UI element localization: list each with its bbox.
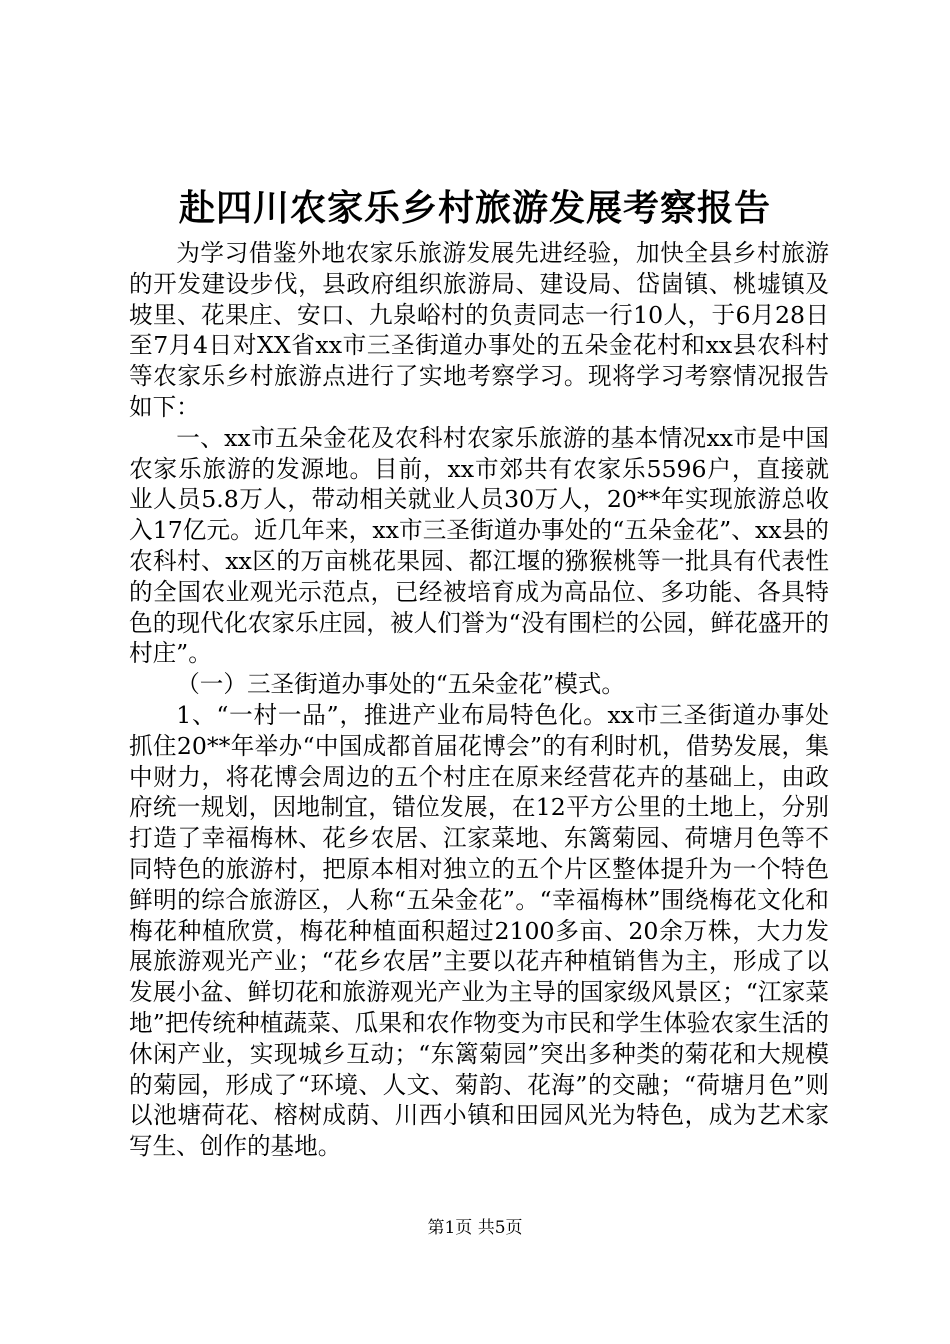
paragraph-point-one: 1、“一村一品”，推进产业布局特色化。xx市三圣街道办事处抓住20**年举办“中国成都首届花博会”的有利时机，借势发展，集中财力，将花博会周边的五个村庄在原来经营花卉的基础上，由政府统一规划，因地制宜，错位发展，在12平方公里的土地上，分别打造了幸福梅林、花乡农居、江家菜地、东篱菊园、荷塘月色等不同特色的旅游村，把原本相对独立的五个片区整体提升为一个特色鲜明的综合旅游区，人称“五朵金花”。“幸福梅林”围绕梅花文化和梅花种植欣赏，梅花种植面积超过2100多亩、20余万株，大力发展旅游观光产业；“花乡农居”主要以花卉种植销售为主，形成了以发展小盆、鲜切花和旅游观光产业为主导的国家级风景区；“江家菜地”把传统种植蔬菜、瓜果和农作物变为市民和学生体验农家生活的休闲产业，实现城乡互动；“东篱菊园”突出多种类的菊花和大规模的菊园，形成了“环境、人文、菊韵、花海”的交融；“荷塘月色”则以池塘荷花、榕树成荫、川西小镇和田园风光为特色，成为艺术家写生、创作的基地。 [129,700,829,1161]
paragraph-section-one: 一、xx市五朵金花及农科村农家乐旅游的基本情况xx市是中国农家乐旅游的发源地。目前，xx市郊共有农家乐5596户，直接就业人员5.8万人，带动相关就业人员30万人，20**年实现旅游总收入17亿元。近几年来，xx市三圣街道办事处的“五朵金花”、xx县的农科村、xx区的万亩桃花果园、都江堰的猕猴桃等一批具有代表性的全国农业观光示范点，已经被培育成为高品位、多功能、各具特色的现代化农家乐庄园，被人们誉为“没有围栏的公园，鲜花盛开的村庄”。 [129,423,829,668]
page-number-footer: 第1页 共5页 [427,1218,523,1238]
document-body [129,238,829,1162]
paragraph-subsection-heading: （一）三圣街道办事处的“五朵金花”模式。 [176,670,625,699]
paragraph-intro: 为学习借鉴外地农家乐旅游发展先进经验，加快全县乡村旅游的开发建设步伐，县政府组织旅游局、建设局、岱崮镇、桃墟镇及坡里、花果庄、安口、九泉峪村的负责同志一行10人，于6月28日至7月4日对XX省xx市三圣街道办事处的五朵金花村和xx县农科村等农家乐乡村旅游点进行了实地考察学习。现将学习考察情况报告如下： [129,239,829,421]
document-title: 赴四川农家乐乡村旅游发展考察报告 [178,187,771,229]
